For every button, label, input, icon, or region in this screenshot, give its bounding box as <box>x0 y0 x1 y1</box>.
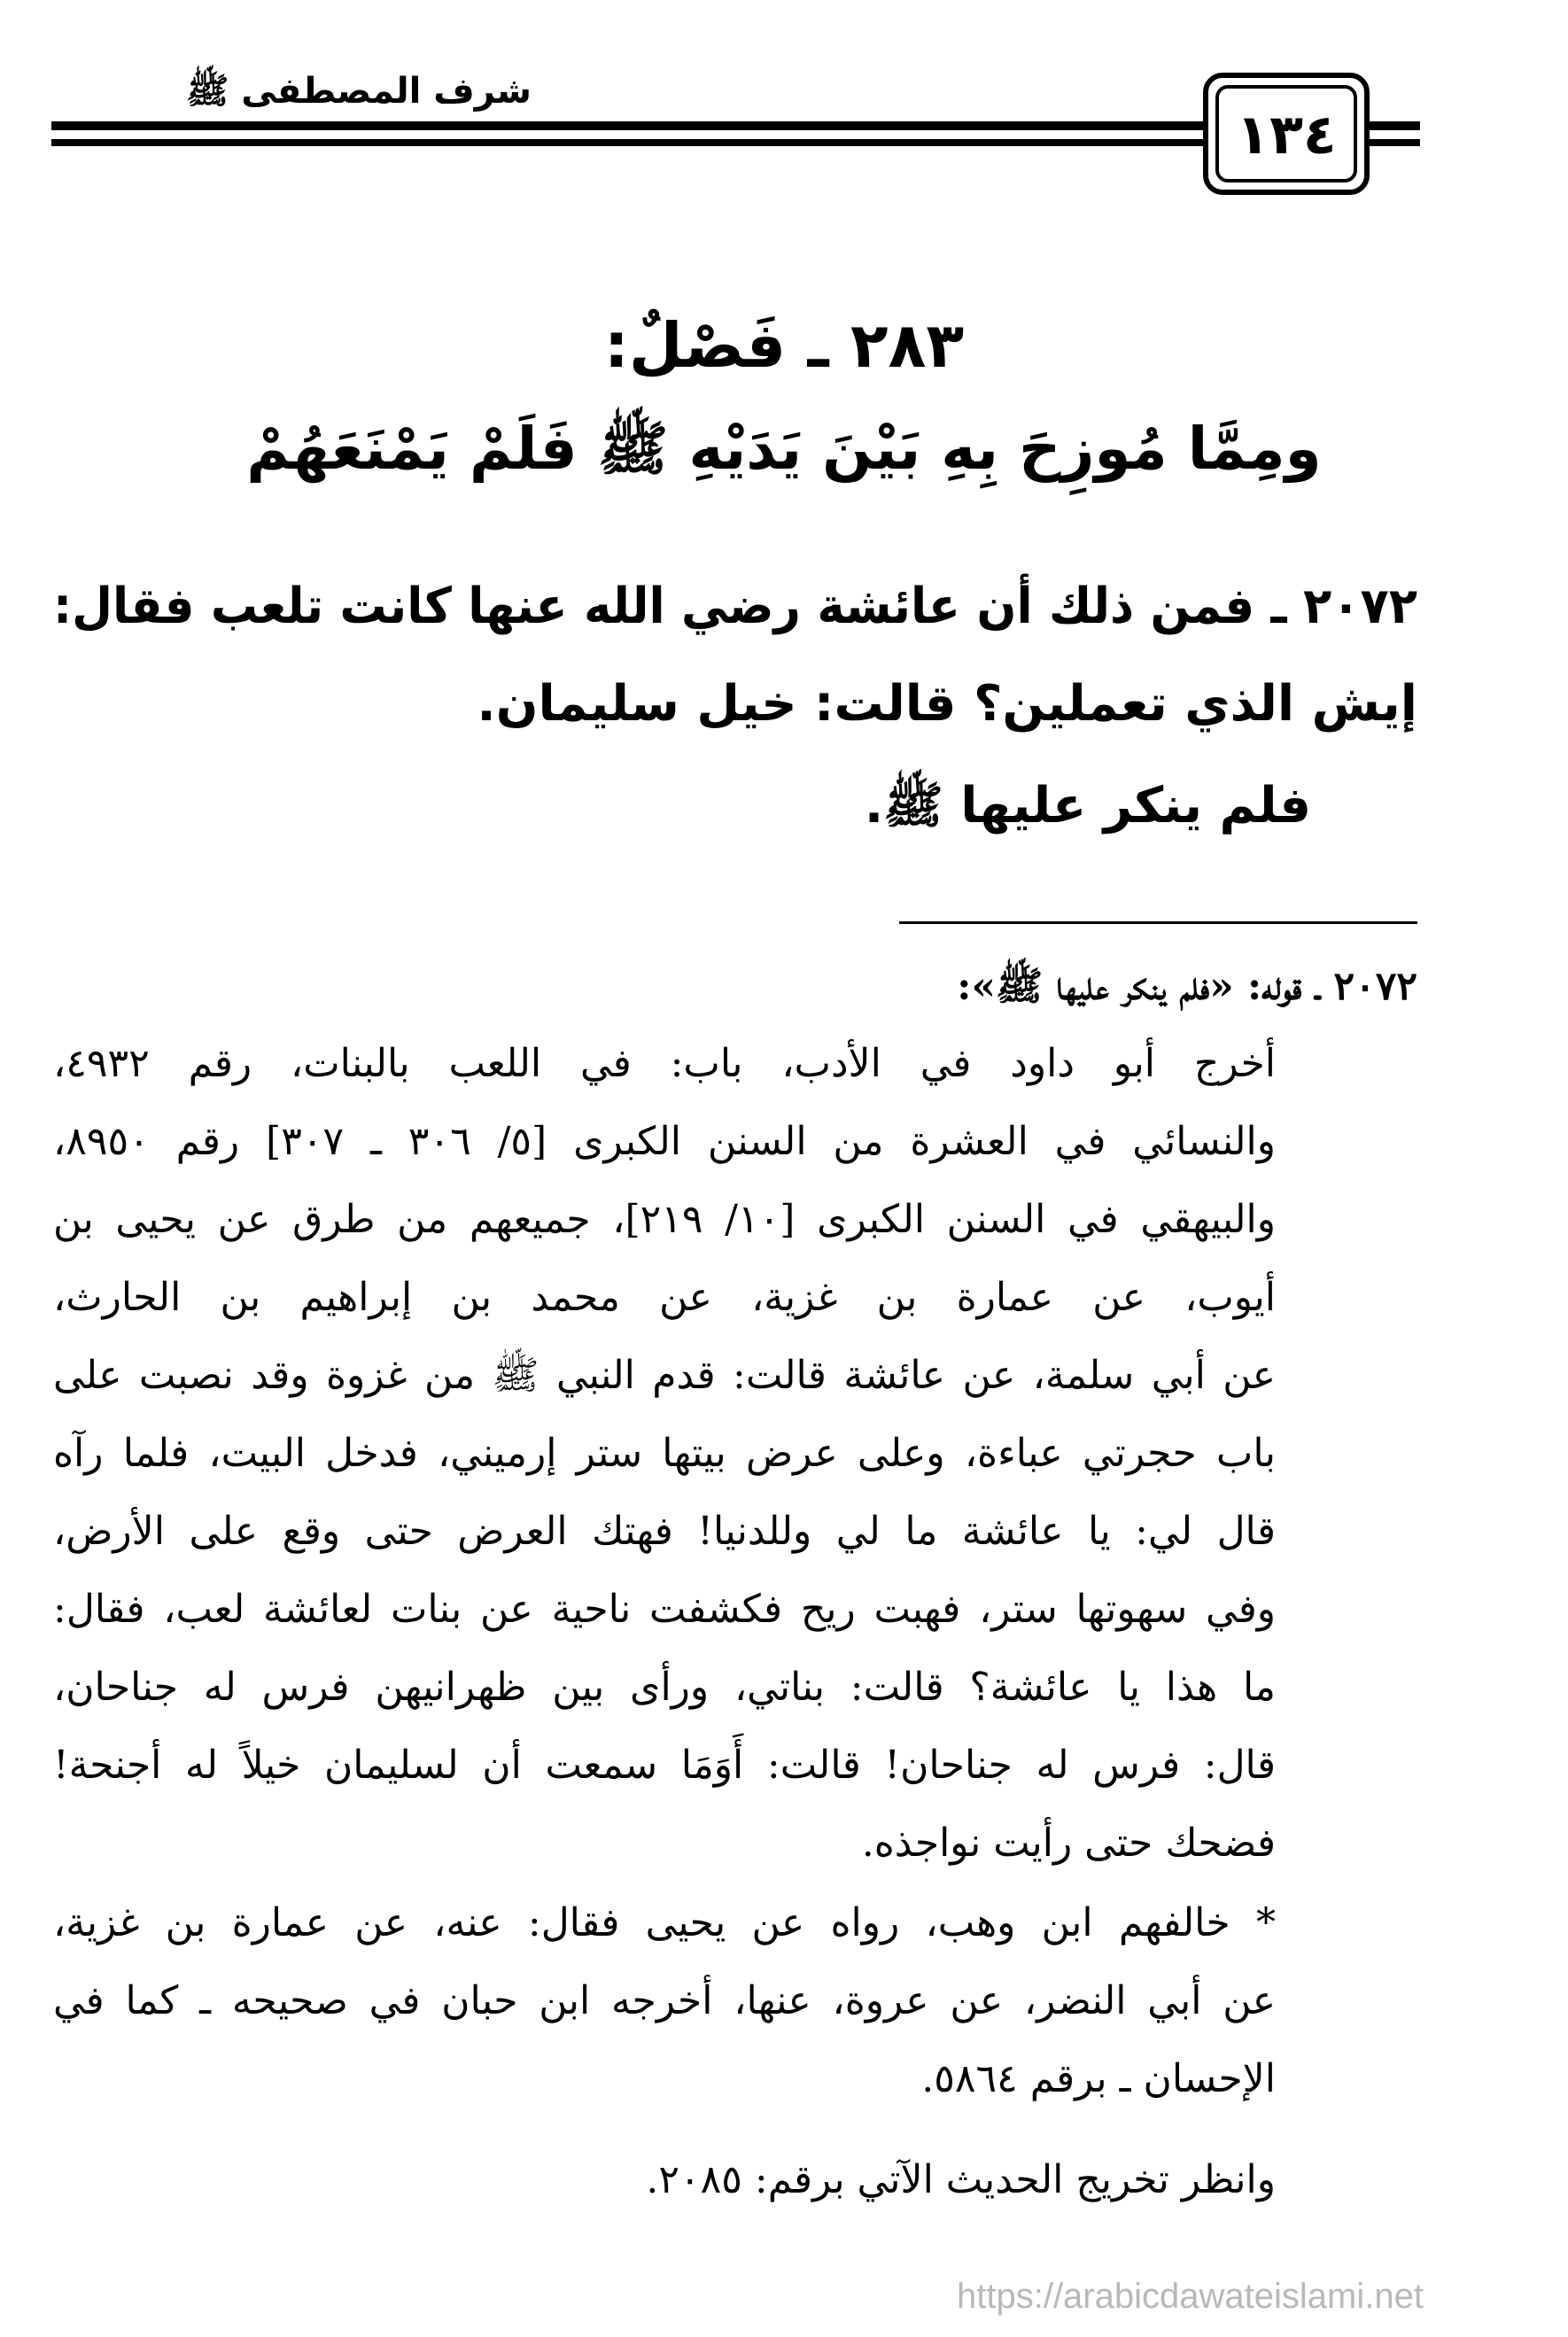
footnote-line: الإحسان ـ برقم ٥٨٦٤. <box>921 2056 1276 2101</box>
page-number: ١٣٤ <box>1215 85 1357 182</box>
header-rule <box>51 121 1221 130</box>
header-rule <box>1369 121 1420 130</box>
hadith-line: إيش الذي تعملين؟ قالت: خيل سليمان. <box>477 675 1417 733</box>
footnote-line: ٢٠٧٢ ـ قوله: «فلم ينكر عليها ﷺ»: <box>957 964 1417 1009</box>
hadith-line: فلم ينكر عليها ﷺ. <box>864 777 1311 835</box>
footnote-line: والبيهقي في السنن الكبرى [١٠/ ٢١٩]، جميعهم من طرق عن يحيى بن <box>53 1197 1276 1242</box>
footnote-separator <box>899 921 1417 924</box>
footnote-line: أخرج أبو داود في الأدب، باب: في اللعب بالبنات، رقم ٤٩٣٢، <box>53 1041 1276 1086</box>
footnote-line: والنسائي في العشرة من السنن الكبرى [٥/ ٣٠٦ ـ ٣٠٧] رقم ٨٩٥٠، <box>53 1119 1277 1164</box>
footnote-line: وانظر تخريج الحديث الآتي برقم: ٢٠٨٥. <box>646 2157 1276 2202</box>
footnote-line: وفي سهوتها ستر، فهبت ريح فكشفت ناحية عن بنات لعائشة لعب، فقال: <box>53 1587 1276 1632</box>
footnote-line: * خالفهم ابن وهب، رواه عن يحيى فقال: عنه، عن عمارة بن غزية، <box>53 1900 1276 1945</box>
chapter-subheading: ومِمَّا مُوزِحَ بِهِ بَيْنَ يَدَيْهِ ﷺ فَلَمْ يَمْنَعَهُمْ <box>246 415 1322 483</box>
hadith-line: ٢٠٧٢ ـ فمن ذلك أن عائشة رضي الله عنها كانت تلعب فقال: <box>53 578 1417 635</box>
header-rule <box>1369 139 1420 146</box>
page-number-frame <box>1203 73 1370 195</box>
running-title: شرف المصطفى ﷺ <box>185 71 532 112</box>
footnote-line: باب حجرتي عباءة، وعلى عرض بيتها ستر إرميني، فدخل البيت، فلما رآه <box>53 1431 1276 1476</box>
chapter-heading: ٢٨٣ ـ فَصْلٌ: <box>603 309 965 382</box>
footnote-line: ما هذا يا عائشة؟ قالت: بناتي، ورأى بين ظهرانيهن فرس له جناحان، <box>53 1665 1276 1710</box>
footnote-line: قال لي: يا عائشة ما لي وللدنيا! فهتك العرض حتى وقع على الأرض، <box>53 1509 1276 1554</box>
footnote-line: أيوب، عن عمارة بن غزية، عن محمد بن إبراهيم بن الحارث، <box>53 1275 1276 1320</box>
header-rule <box>51 139 1221 146</box>
footnote-line: قال: فرس له جناحان! قالت: أَوَمَا سمعت أن لسليمان خيلاً له أجنحة! <box>53 1743 1276 1788</box>
watermark: https://arabicdawateislami.net <box>957 2277 1424 2316</box>
footnote-line: فضحك حتى رأيت نواجذه. <box>861 1821 1276 1866</box>
footnote-line: عن أبي النضر، عن عروة، عنها، أخرجه ابن حبان في صحيحه ـ كما في <box>53 1978 1276 2023</box>
footnote-line: عن أبي سلمة، عن عائشة قالت: قدم النبي ﷺ من غزوة وقد نصبت على <box>53 1353 1276 1398</box>
